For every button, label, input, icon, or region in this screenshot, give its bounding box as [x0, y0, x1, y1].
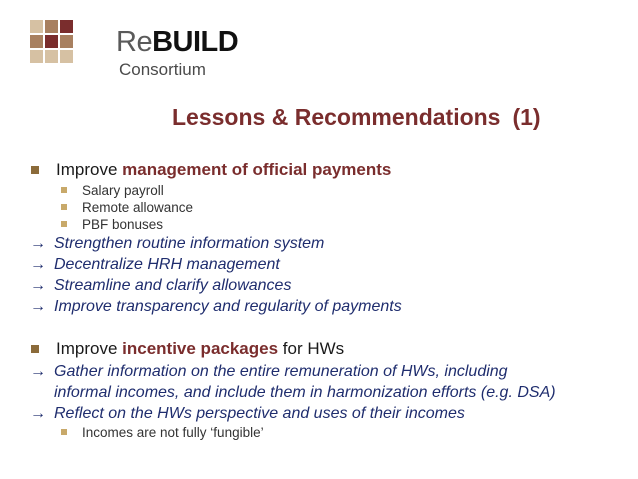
- arrow-text: informal incomes, and include them in harmonization efforts (e.g. DSA): [54, 384, 556, 401]
- arrow-right-icon: →: [30, 277, 46, 294]
- arrow-item-continuation: [30, 382, 630, 403]
- square-bullet-icon: [61, 187, 67, 193]
- arrow-text: Improve transparency and regularity of payments: [54, 298, 402, 315]
- logo-wordmark: [116, 28, 238, 57]
- arrow-item: [30, 296, 630, 317]
- arrow-right-icon: →: [30, 363, 46, 380]
- arrow-item: [30, 403, 630, 424]
- arrow-item: [30, 275, 630, 296]
- logo-square: [60, 35, 73, 48]
- arrow-right-icon: →: [30, 298, 46, 315]
- square-bullet-icon: [31, 166, 39, 174]
- arrow-right-icon: →: [30, 235, 46, 252]
- sub-bullet: [30, 216, 630, 233]
- arrow-item: [30, 254, 630, 275]
- title-text: Lessons & Recommendations: [172, 104, 501, 130]
- logo-square: [30, 50, 43, 63]
- logo-square: [60, 50, 73, 63]
- arrow-item: [30, 233, 630, 254]
- bullet-incentives: [30, 337, 630, 361]
- square-bullet-icon: [61, 221, 67, 227]
- slide-title: [172, 104, 541, 131]
- logo-square: [60, 20, 73, 33]
- sub-bullet-text: Salary payroll: [82, 183, 164, 198]
- arrow-text: Reflect on the HWs perspective and uses of their incomes: [54, 405, 465, 422]
- bullet-bold: management of official payments: [122, 160, 392, 179]
- logo-square: [45, 35, 58, 48]
- arrow-text: Streamline and clarify allowances: [54, 277, 292, 294]
- square-bullet-icon: [31, 345, 39, 353]
- sub-bullet-text: Incomes are not fully ‘fungible’: [82, 425, 264, 440]
- bullet-text-end: for HWs: [278, 339, 345, 358]
- sub-bullet: [30, 182, 630, 199]
- logo-square: [45, 20, 58, 33]
- logo-subtitle: Consortium: [119, 60, 206, 79]
- spacer: [30, 317, 630, 337]
- arrow-text: Decentralize HRH management: [54, 256, 280, 273]
- logo-square: [30, 20, 43, 33]
- sub-bullet-text: PBF bonuses: [82, 217, 164, 232]
- arrow-right-icon: →: [30, 405, 46, 422]
- logo-square: [45, 50, 58, 63]
- sub-bullet: [30, 424, 630, 441]
- sub-bullet: [30, 199, 630, 216]
- sub-bullet-text: Remote allowance: [82, 200, 194, 215]
- bullet-text: Improve: [56, 339, 123, 358]
- title-number: (1): [512, 104, 541, 130]
- arrow-text: Strengthen routine information system: [54, 235, 325, 252]
- slide-content: [30, 158, 630, 441]
- arrow-right-icon: →: [30, 256, 46, 273]
- bullet-management: [30, 158, 630, 182]
- square-bullet-icon: [61, 204, 67, 210]
- arrow-text: Gather information on the entire remuneration of HWs, including: [54, 363, 508, 380]
- square-bullet-icon: [61, 429, 67, 435]
- logo-re: Re: [116, 26, 153, 58]
- arrow-item: [30, 361, 630, 382]
- bullet-text: Improve: [56, 160, 123, 179]
- logo-build: BUILD: [152, 26, 239, 58]
- logo-square: [30, 35, 43, 48]
- bullet-bold: incentive packages: [122, 339, 279, 358]
